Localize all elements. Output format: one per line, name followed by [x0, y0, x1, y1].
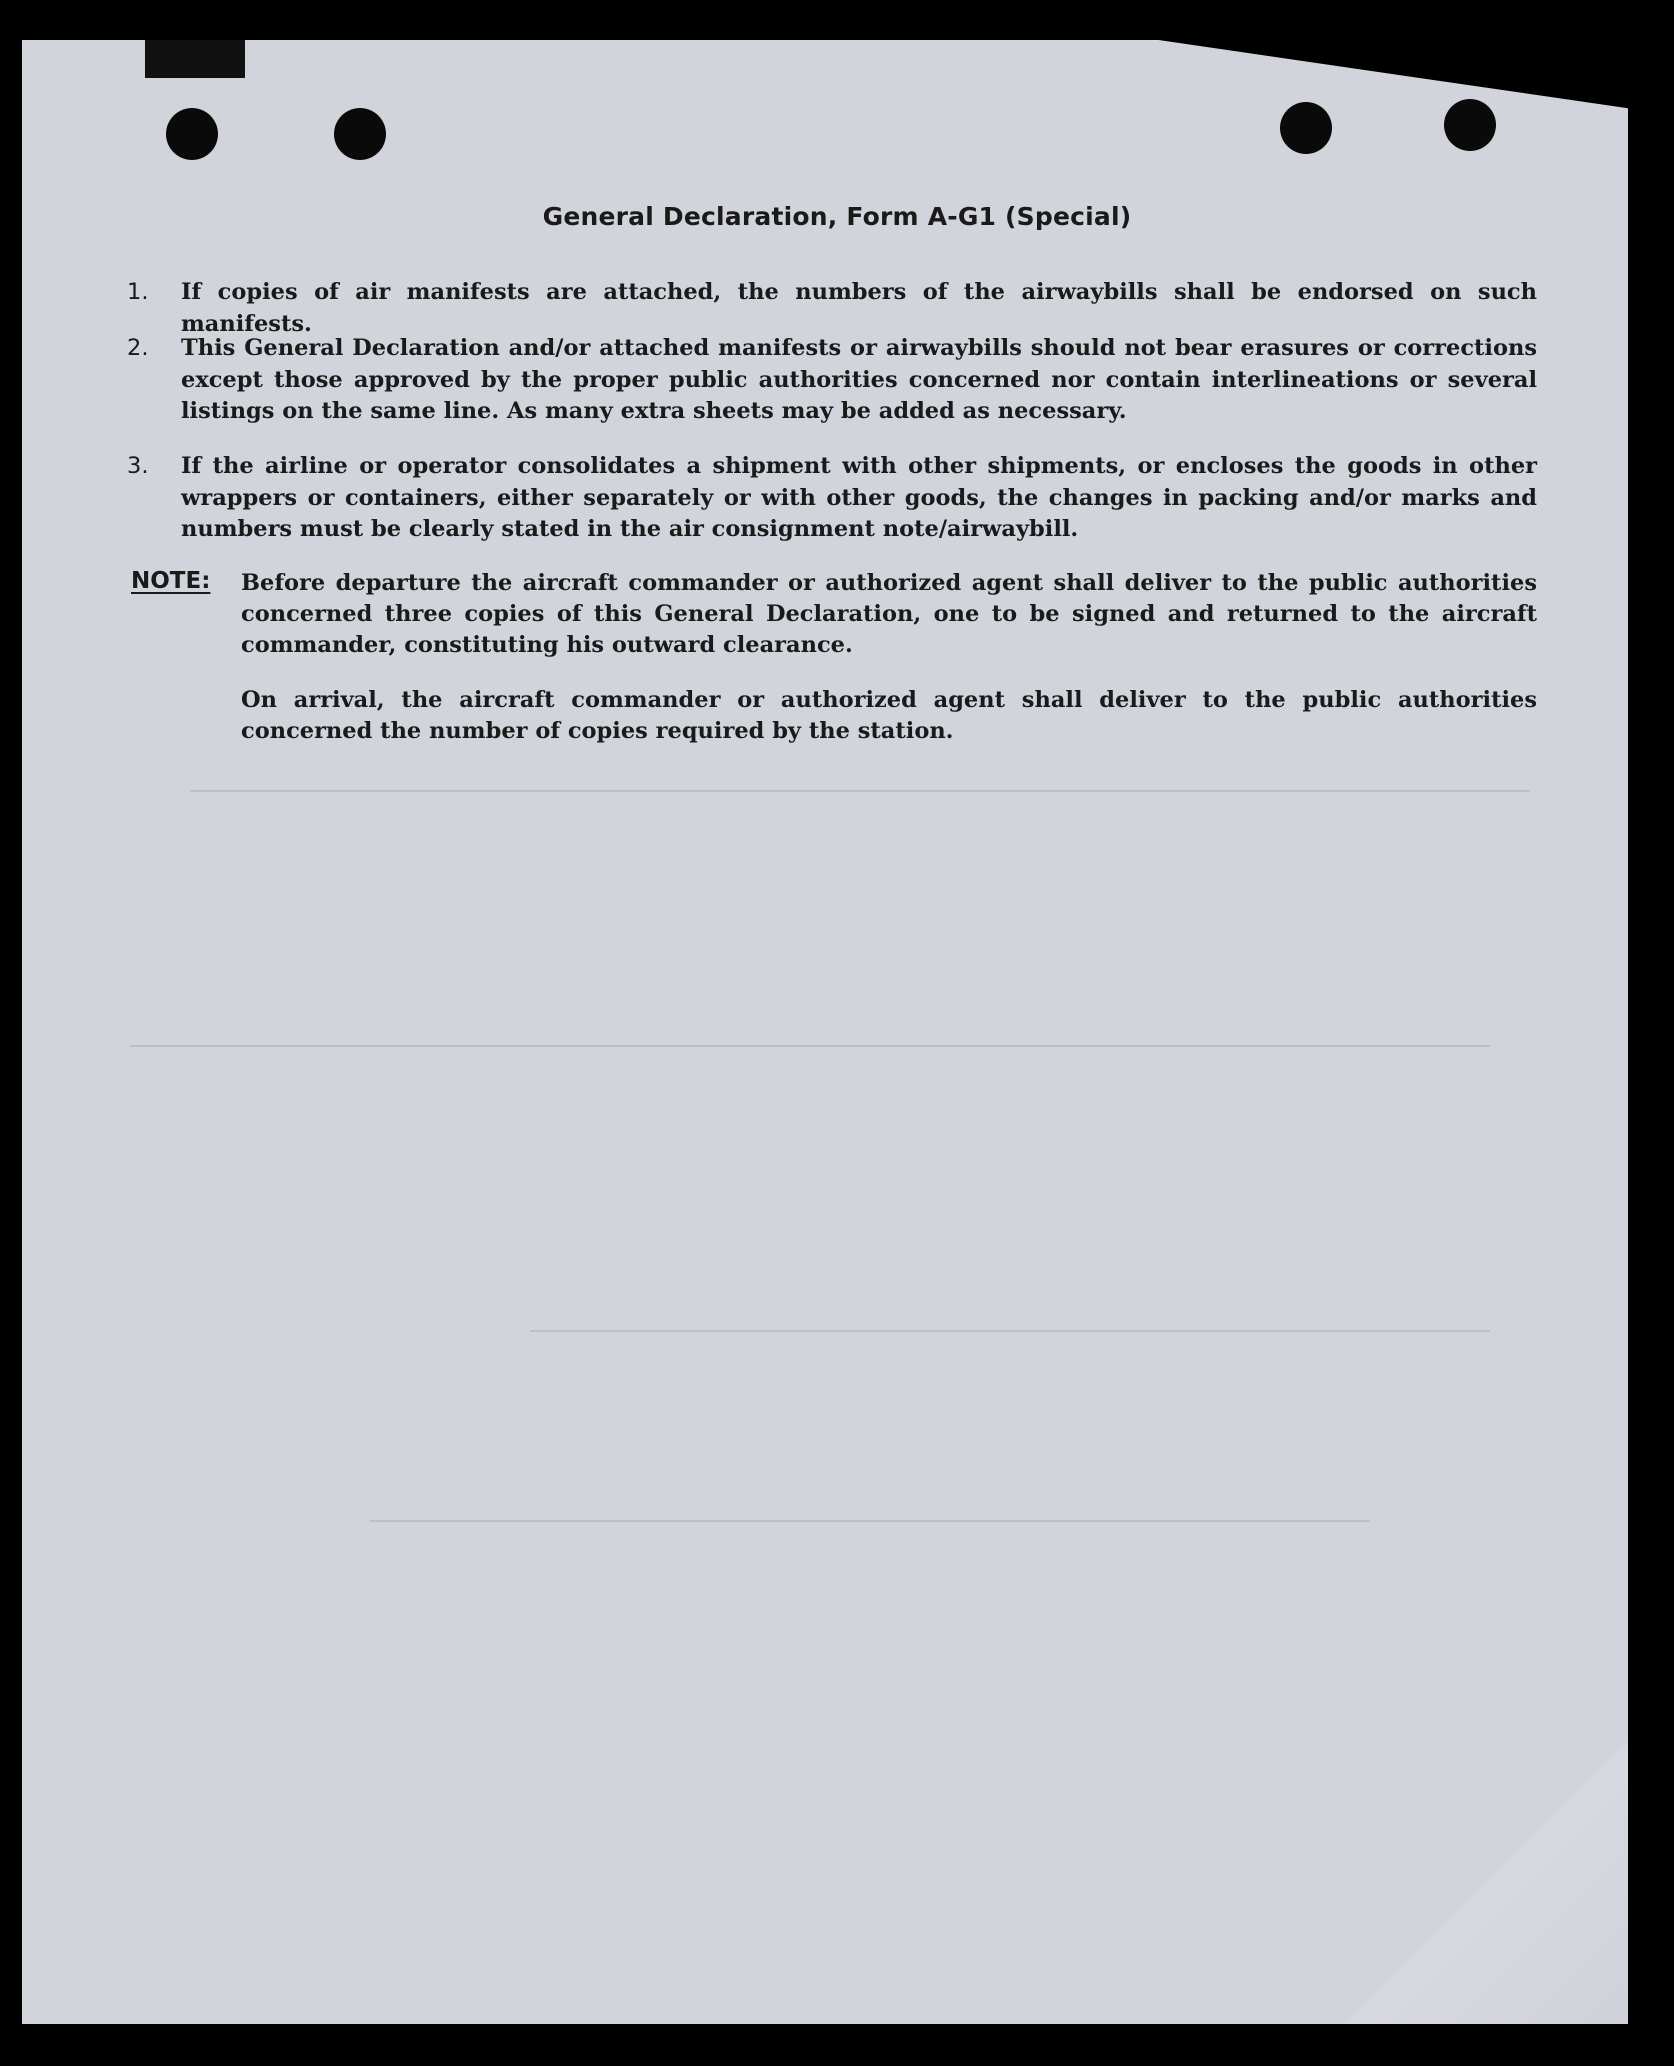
punch-hole-icon — [334, 108, 386, 160]
item-number: 2. — [127, 335, 149, 361]
punch-hole-icon — [1444, 99, 1496, 151]
note-paragraph: On arrival, the aircraft commander or authorized agent shall deliver to the public authorities concerned the number of copies required by the station. — [241, 687, 1537, 744]
item-text: This General Declaration and/or attached manifests or airwaybills should not bear erasures or corrections except those approved by the proper public authorities concerned nor contain interlineations or several listings on the same line. As many extra sheets may be added as necessary. — [181, 335, 1537, 424]
page-corner-fold — [1332, 1600, 1652, 2066]
note-paragraph: Before departure the aircraft commander or authorized agent shall deliver to the public authorities concerned three copies of this General Declaration, one to be signed and returned to the aircraft commander, constituting his outward clearance. — [241, 570, 1537, 658]
page-title: General Declaration, Form A-G1 (Special) — [542, 202, 1132, 231]
instruction-item — [127, 333, 1537, 429]
note-label: NOTE: — [131, 568, 211, 594]
item-text: If copies of air manifests are attached, the numbers of the airwaybills shall be endorsed on such manifests. — [181, 279, 1537, 337]
punch-hole-icon — [1280, 102, 1332, 154]
punch-hole-icon — [166, 108, 218, 160]
instruction-item — [127, 277, 1537, 337]
instruction-item — [127, 451, 1537, 547]
tape-mark — [145, 40, 245, 78]
item-number: 3. — [127, 453, 149, 479]
item-text: If the airline or operator consolidates a shipment with other shipments, or encloses the goods in other wrappers or containers, either separately or with other goods, the changes in packing and/or marks and numbers must be clearly stated in the air consignment note/airwaybill. — [181, 453, 1537, 542]
item-number: 1. — [127, 279, 149, 305]
